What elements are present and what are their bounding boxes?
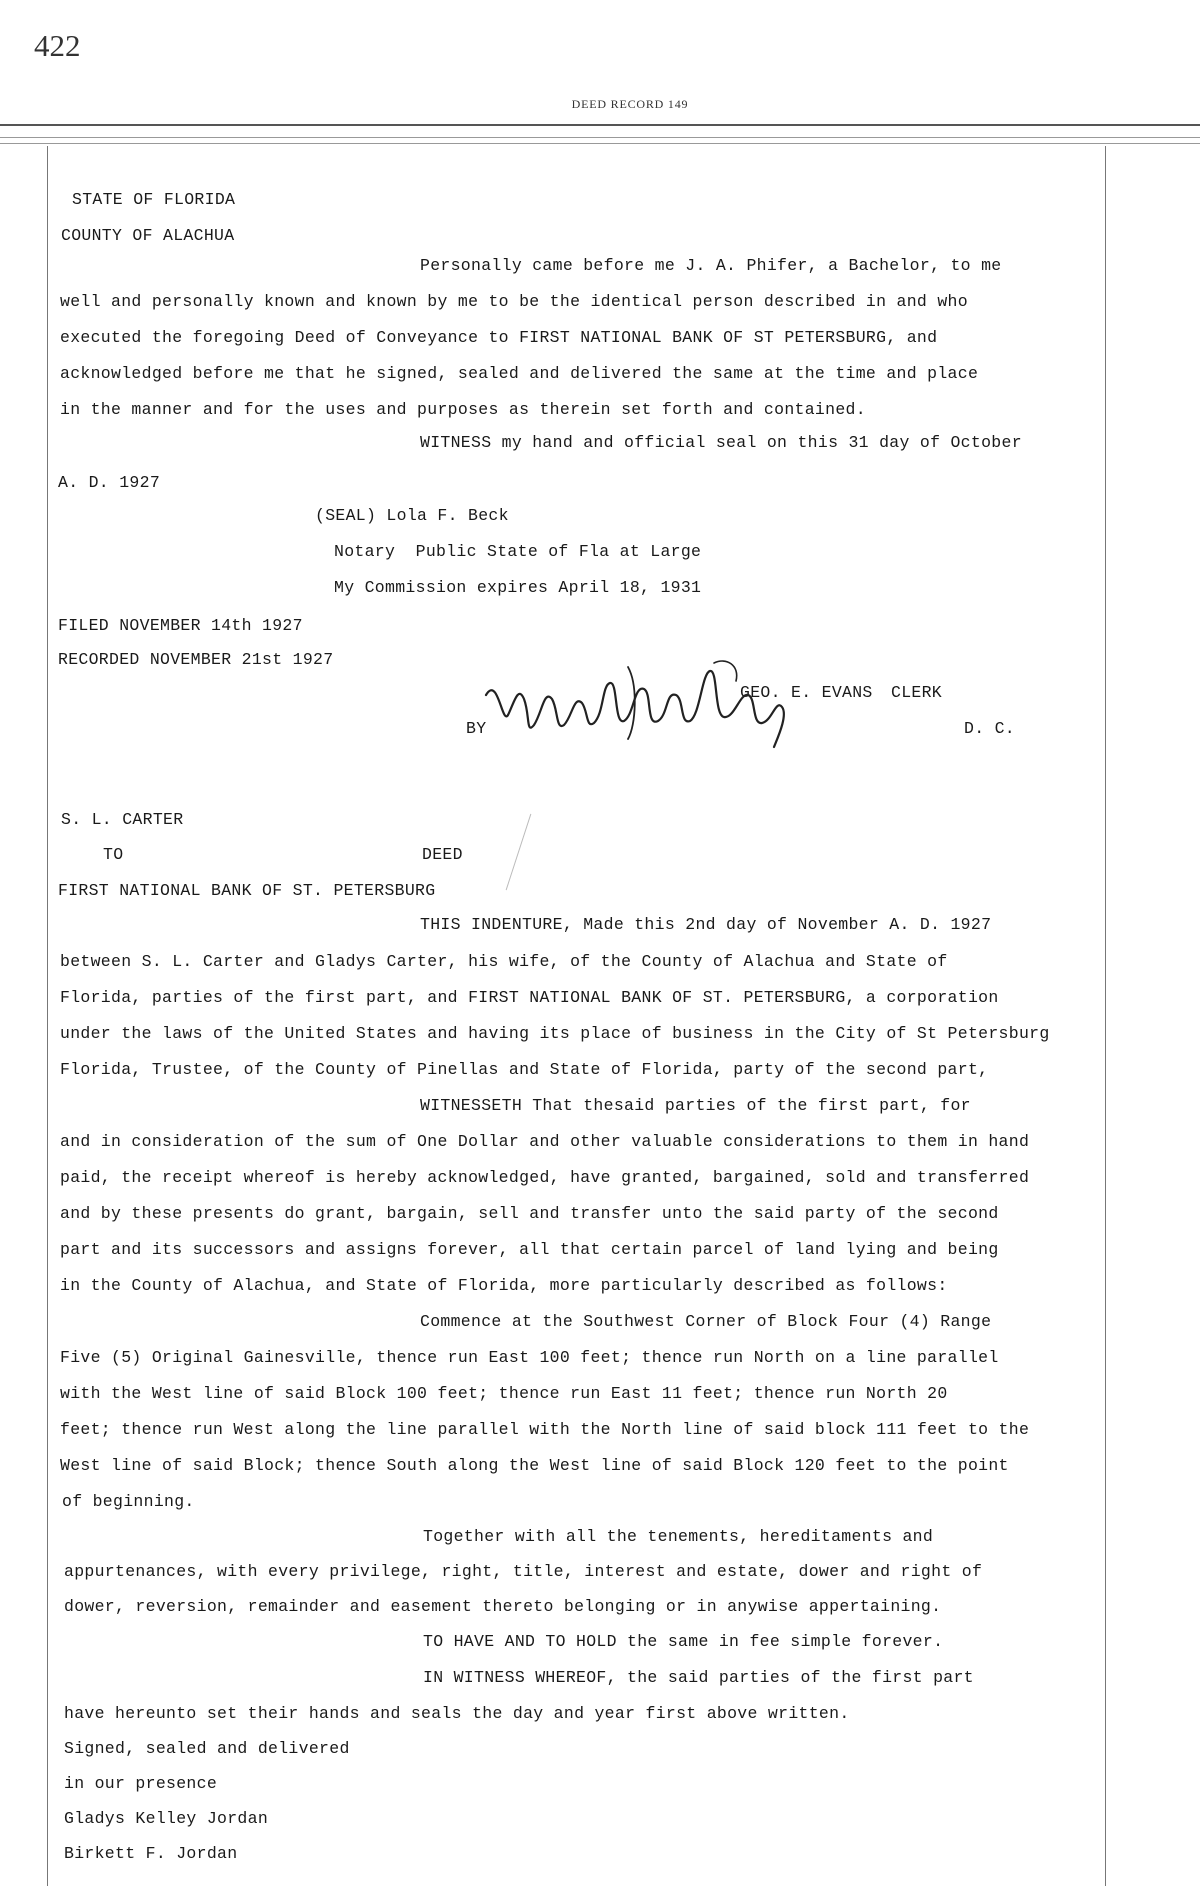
deed-line-9: and by these presents do grant, bargain, sell and transfer unto the said party of the second — [60, 1204, 999, 1223]
deed-line-16: West line of said Block; thence South along the West line of said Block 120 feet to the point — [60, 1456, 1009, 1475]
deed-line-15: feet; thence run West along the line parallel with the North line of said block 111 feet to the — [60, 1420, 1030, 1439]
ack-year-line: A. D. 1927 — [58, 473, 161, 492]
deed-line-4: under the laws of the United States and having its place of business in the City of St Petersburg — [60, 1024, 1050, 1043]
notary-title: Notary Public State of Fla at Large — [334, 542, 702, 561]
ack-witness-line: WITNESS my hand and official seal on this 31 day of October — [420, 433, 1022, 452]
deed-line-7: and in consideration of the sum of One Dollar and other valuable considerations to them in hand — [60, 1132, 1030, 1151]
grantor-name: S. L. CARTER — [61, 810, 184, 829]
notary-seal-name: (SEAL) Lola F. Beck — [315, 506, 509, 525]
county-heading: COUNTY OF ALACHUA — [61, 226, 235, 245]
right-margin-line — [1105, 146, 1106, 1886]
deed-line-20: dower, reversion, remainder and easement thereto belonging or in anywise appertaining. — [64, 1597, 942, 1616]
ack-line-2: well and personally known and known by me to be the identical person described in and who — [60, 292, 968, 311]
deed-line-19: appurtenances, with every privilege, right, title, interest and estate, dower and right of — [64, 1562, 983, 1581]
header-rule-bottom — [0, 143, 1200, 144]
deed-line-24: Signed, sealed and delivered — [64, 1739, 350, 1758]
clerk-name: GEO. E. EVANS — [740, 683, 873, 702]
deed-line-1: THIS INDENTURE, Made this 2nd day of November A. D. 1927 — [420, 915, 992, 934]
deed-line-27: Birkett F. Jordan — [64, 1844, 238, 1863]
by-label: BY — [466, 719, 487, 738]
page-crease — [506, 814, 532, 890]
deed-line-12: Commence at the Southwest Corner of Block Four (4) Range — [420, 1312, 992, 1331]
clerk-title: CLERK — [891, 683, 943, 702]
deed-line-17: of beginning. — [62, 1492, 195, 1511]
ack-line-1: Personally came before me J. A. Phifer, a Bachelor, to me — [420, 256, 1002, 275]
deed-line-13: Five (5) Original Gainesville, thence run East 100 feet; thence run North on a line parallel — [60, 1348, 999, 1367]
ack-line-5: in the manner and for the uses and purposes as therein set forth and contained. — [60, 400, 866, 419]
ack-line-4: acknowledged before me that he signed, sealed and delivered the same at the time and place — [60, 364, 979, 383]
deed-line-2: between S. L. Carter and Gladys Carter, his wife, of the County of Alachua and State of — [60, 952, 948, 971]
recorded-date: RECORDED NOVEMBER 21st 1927 — [58, 650, 334, 669]
left-margin-line — [47, 146, 48, 1886]
deed-line-8: paid, the receipt whereof is hereby acknowledged, have granted, bargained, sold and transferred — [60, 1168, 1030, 1187]
filed-date: FILED NOVEMBER 14th 1927 — [58, 616, 303, 635]
deputy-clerk-label: D. C. — [964, 719, 1016, 738]
deed-line-6: WITNESSETH That thesaid parties of the first part, for — [420, 1096, 971, 1115]
grantee-name: FIRST NATIONAL BANK OF ST. PETERSBURG — [58, 881, 436, 900]
deed-line-3: Florida, parties of the first part, and FIRST NATIONAL BANK OF ST. PETERSBURG, a corporation — [60, 988, 999, 1007]
notary-commission: My Commission expires April 18, 1931 — [334, 578, 702, 597]
instrument-type: DEED — [422, 845, 463, 864]
ack-line-3: executed the foregoing Deed of Conveyance to FIRST NATIONAL BANK OF ST PETERSBURG, and — [60, 328, 938, 347]
handwritten-signature — [478, 655, 838, 755]
deed-line-5: Florida, Trustee, of the County of Pinellas and State of Florida, party of the second part, — [60, 1060, 989, 1079]
running-head: DEED RECORD 149 — [571, 97, 689, 111]
header-rule-middle — [0, 137, 1200, 138]
deed-line-10: part and its successors and assigns forever, all that certain parcel of land lying and being — [60, 1240, 999, 1259]
deed-line-25: in our presence — [64, 1774, 218, 1793]
header-rule-top — [0, 124, 1200, 126]
deed-line-23: have hereunto set their hands and seals the day and year first above written. — [64, 1704, 850, 1723]
deed-line-18: Together with all the tenements, hereditaments and — [423, 1527, 934, 1546]
deed-line-22: IN WITNESS WHEREOF, the said parties of the first part — [423, 1668, 974, 1687]
deed-line-14: with the West line of said Block 100 feet; thence run East 11 feet; thence run North 20 — [60, 1384, 948, 1403]
state-heading: STATE OF FLORIDA — [72, 190, 236, 209]
deed-line-26: Gladys Kelley Jordan — [64, 1809, 269, 1828]
deed-line-11: in the County of Alachua, and State of Florida, more particularly described as follows: — [60, 1276, 948, 1295]
page-number: 422 — [34, 28, 81, 63]
to-label: TO — [103, 845, 124, 864]
deed-line-21: TO HAVE AND TO HOLD the same in fee simple forever. — [423, 1632, 944, 1651]
